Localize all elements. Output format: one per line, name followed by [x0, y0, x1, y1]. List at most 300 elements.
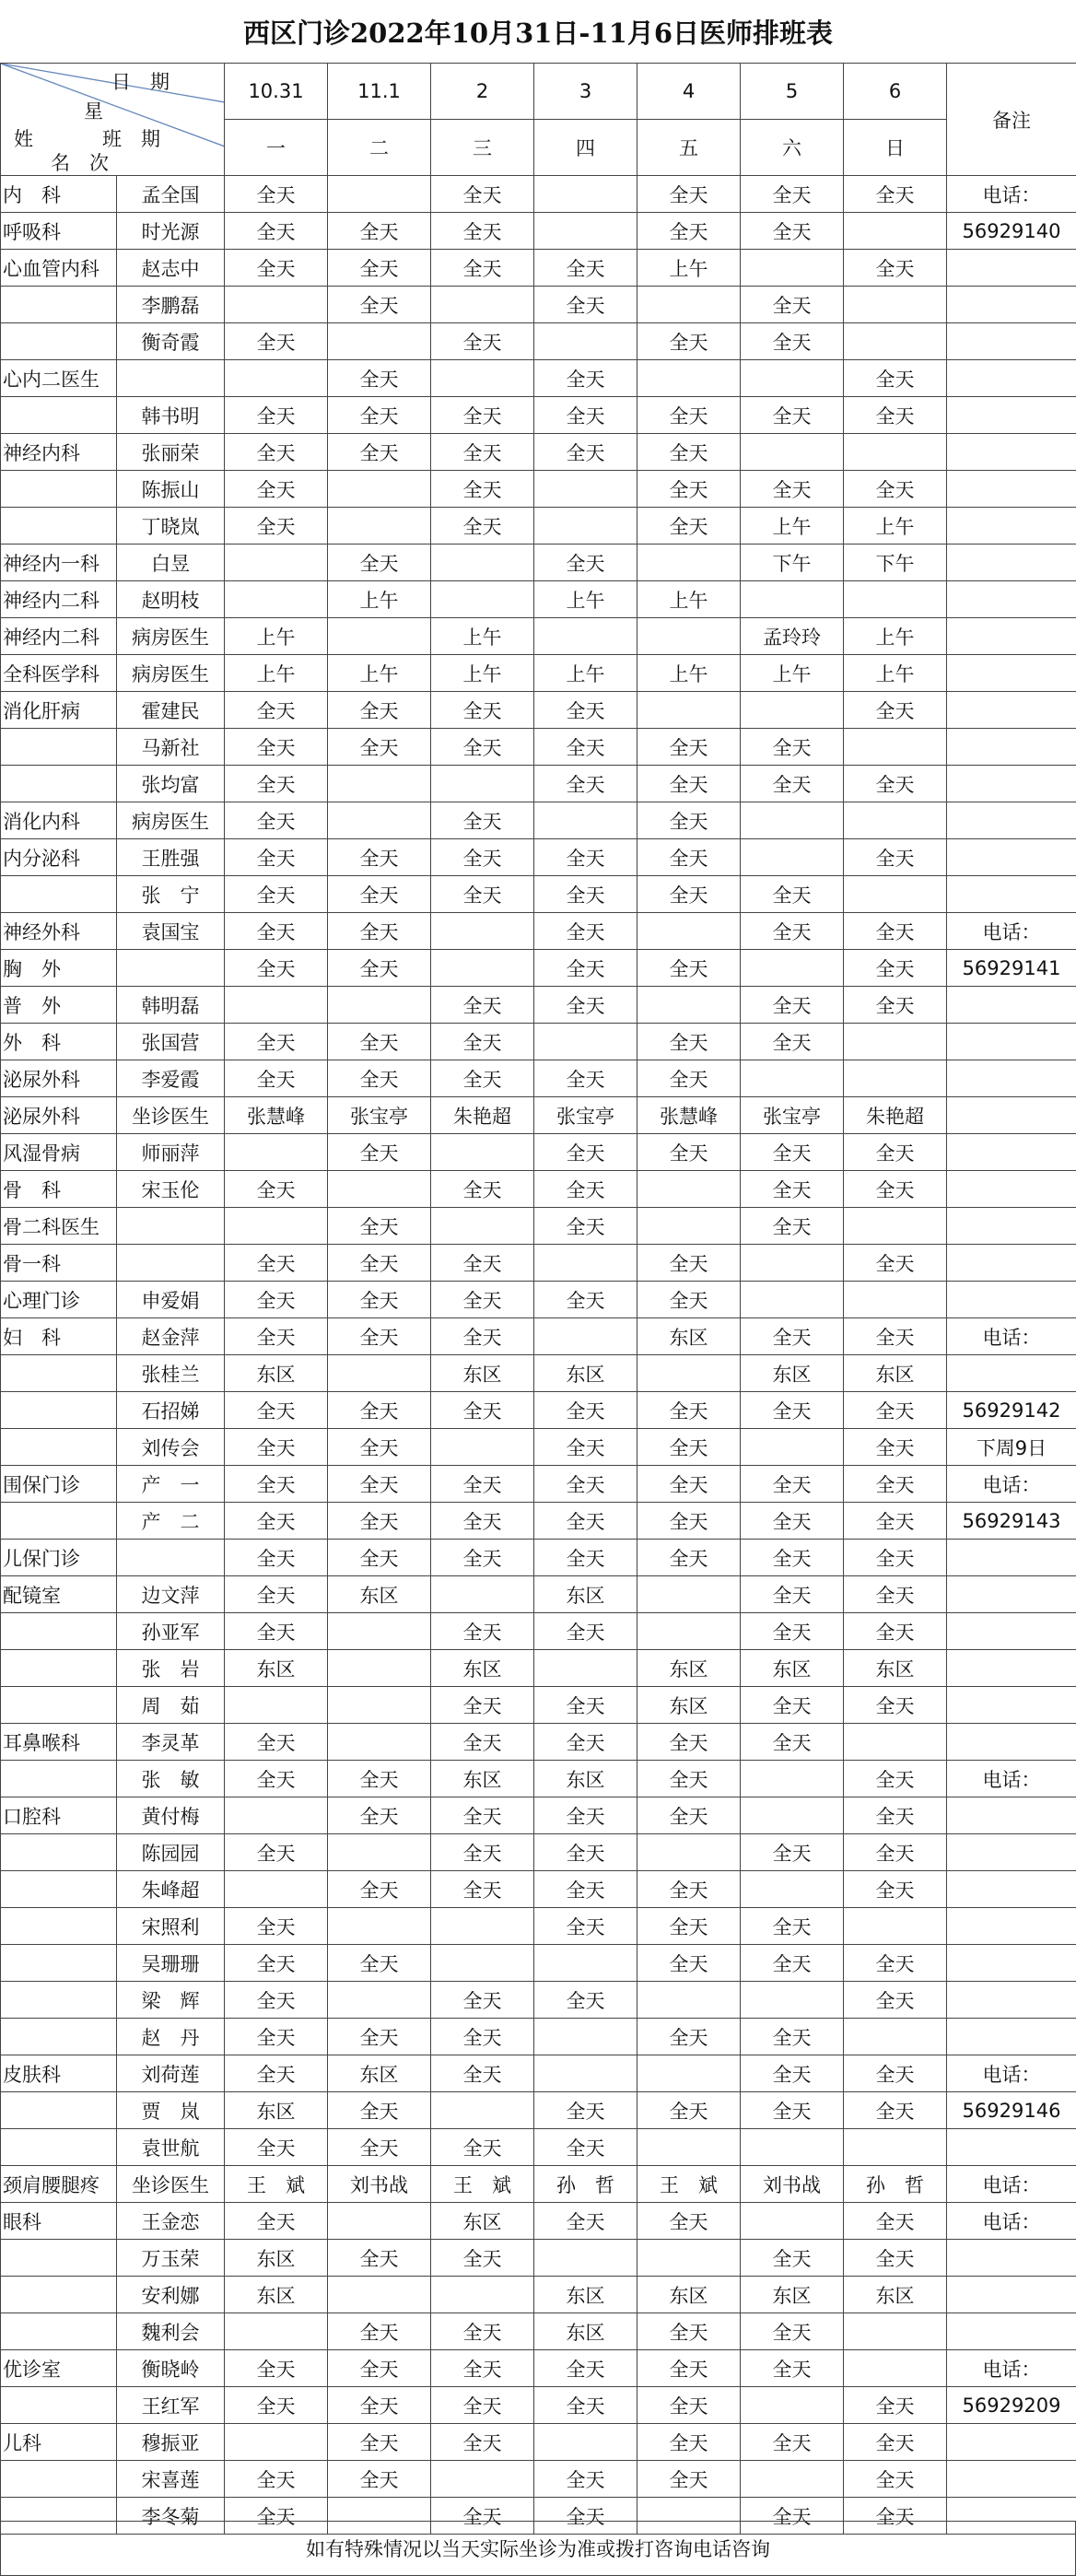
date-header: 4 — [637, 64, 741, 120]
shift-cell: 全天 — [534, 1797, 637, 1834]
shift-cell: 全天 — [431, 250, 534, 287]
doctor-cell: 孙亚军 — [117, 1613, 225, 1650]
shift-cell: 全天 — [431, 1540, 534, 1576]
shift-cell — [844, 2019, 947, 2055]
department-cell — [1, 876, 117, 913]
shift-cell — [534, 2240, 637, 2277]
remark-cell: 电话： — [947, 176, 1076, 213]
shift-cell: 上午 — [225, 655, 328, 692]
schedule-row — [1, 1503, 1076, 1540]
doctor-cell: 黄付梅 — [117, 1797, 225, 1834]
shift-cell: 全天 — [844, 2461, 947, 2498]
shift-cell: 东区 — [741, 1650, 844, 1687]
shift-cell: 全天 — [637, 1282, 741, 1318]
shift-cell: 全天 — [741, 176, 844, 213]
shift-cell: 全天 — [534, 692, 637, 729]
remark-cell — [947, 618, 1076, 655]
shift-cell: 全天 — [637, 1060, 741, 1097]
shift-cell — [431, 950, 534, 987]
shift-cell: 全天 — [328, 839, 431, 876]
shift-cell: 东区 — [328, 2055, 431, 2092]
remark-cell — [947, 2313, 1076, 2350]
department-cell — [1, 2387, 117, 2424]
shift-cell: 全天 — [431, 2055, 534, 2092]
shift-cell: 全天 — [225, 2203, 328, 2240]
shift-cell: 东区 — [637, 2277, 741, 2313]
shift-cell — [534, 323, 637, 360]
shift-cell: 全天 — [534, 1466, 637, 1503]
shift-cell — [328, 1355, 431, 1392]
department-cell — [1, 1945, 117, 1982]
shift-cell: 全天 — [741, 1945, 844, 1982]
shift-cell: 全天 — [637, 397, 741, 434]
shift-cell — [225, 1797, 328, 1834]
doctor-cell: 产 二 — [117, 1503, 225, 1540]
shift-cell: 东区 — [534, 1576, 637, 1613]
shift-cell: 全天 — [637, 508, 741, 544]
remark-cell — [947, 876, 1076, 913]
shift-cell — [431, 913, 534, 950]
shift-cell — [637, 618, 741, 655]
shift-cell: 全天 — [637, 1245, 741, 1282]
shift-cell — [534, 1024, 637, 1060]
remark-cell — [947, 1282, 1076, 1318]
shift-cell: 孟玲玲 — [741, 618, 844, 655]
doctor-cell: 韩明磊 — [117, 987, 225, 1024]
department-cell — [1, 2313, 117, 2350]
doctor-cell: 陈园园 — [117, 1834, 225, 1871]
shift-cell: 全天 — [534, 1503, 637, 1540]
doctor-cell: 张 敏 — [117, 1761, 225, 1797]
doctor-cell: 丁晓岚 — [117, 508, 225, 544]
shift-cell: 东区 — [534, 1355, 637, 1392]
department-cell: 耳鼻喉科 — [1, 1724, 117, 1761]
shift-cell: 全天 — [534, 950, 637, 987]
shift-cell: 朱艳超 — [431, 1097, 534, 1134]
shift-cell: 全天 — [431, 397, 534, 434]
department-cell — [1, 766, 117, 802]
remark-cell: 电话： — [947, 1318, 1076, 1355]
shift-cell: 全天 — [225, 250, 328, 287]
shift-cell: 全天 — [225, 1171, 328, 1208]
doctor-cell — [117, 1208, 225, 1245]
shift-cell: 全天 — [637, 1724, 741, 1761]
shift-cell: 全天 — [225, 802, 328, 839]
shift-cell: 全天 — [431, 1245, 534, 1282]
shift-cell: 张慧峰 — [225, 1097, 328, 1134]
remark-cell — [947, 287, 1076, 323]
corner-date-label: 日 期 — [111, 71, 170, 93]
schedule-row — [1, 1613, 1076, 1650]
shift-cell: 全天 — [328, 213, 431, 250]
schedule-row — [1, 1097, 1076, 1134]
schedule-row — [1, 618, 1076, 655]
shift-cell: 全天 — [328, 950, 431, 987]
doctor-cell: 安利娜 — [117, 2277, 225, 2313]
shift-cell — [225, 1687, 328, 1724]
shift-cell — [431, 766, 534, 802]
shift-cell — [328, 323, 431, 360]
doctor-cell — [117, 950, 225, 987]
shift-cell: 全天 — [225, 1724, 328, 1761]
doctor-cell: 李鹏磊 — [117, 287, 225, 323]
shift-cell: 上午 — [844, 508, 947, 544]
doctor-cell: 万玉荣 — [117, 2240, 225, 2277]
shift-cell — [844, 2350, 947, 2387]
page-title: 西区门诊2022年10月31日-11月6日医师排班表 — [243, 17, 833, 49]
shift-cell — [328, 1982, 431, 2019]
shift-cell — [225, 360, 328, 397]
shift-cell — [741, 950, 844, 987]
shift-cell — [225, 2424, 328, 2461]
shift-cell — [844, 213, 947, 250]
shift-cell: 全天 — [431, 2240, 534, 2277]
shift-cell: 全天 — [741, 1466, 844, 1503]
shift-cell: 全天 — [741, 2240, 844, 2277]
shift-cell — [637, 2240, 741, 2277]
shift-cell — [431, 1208, 534, 1245]
shift-cell — [225, 2313, 328, 2350]
shift-cell: 全天 — [741, 2019, 844, 2055]
shift-cell: 全天 — [637, 876, 741, 913]
shift-cell — [844, 287, 947, 323]
doctor-cell: 吴珊珊 — [117, 1945, 225, 1982]
shift-cell: 上午 — [637, 655, 741, 692]
shift-cell: 全天 — [534, 766, 637, 802]
shift-cell: 全天 — [225, 1540, 328, 1576]
shift-cell: 全天 — [637, 1392, 741, 1429]
shift-cell: 全天 — [637, 2387, 741, 2424]
schedule-row — [1, 655, 1076, 692]
doctor-cell: 赵明枝 — [117, 581, 225, 618]
shift-cell — [328, 508, 431, 544]
schedule-row — [1, 213, 1076, 250]
corner-name-label: 姓 — [14, 128, 33, 150]
shift-cell: 全天 — [637, 1466, 741, 1503]
doctor-cell: 穆振亚 — [117, 2424, 225, 2461]
shift-cell: 全天 — [534, 839, 637, 876]
department-cell — [1, 729, 117, 766]
department-cell — [1, 1834, 117, 1871]
shift-cell — [741, 1245, 844, 1282]
shift-cell — [741, 1761, 844, 1797]
department-cell — [1, 1908, 117, 1945]
shift-cell: 全天 — [844, 1503, 947, 1540]
shift-cell — [741, 1282, 844, 1318]
shift-cell: 东区 — [225, 1355, 328, 1392]
department-cell — [1, 2240, 117, 2277]
doctor-cell: 孟全国 — [117, 176, 225, 213]
remark-cell — [947, 802, 1076, 839]
schedule-row — [1, 766, 1076, 802]
remark-cell — [947, 1871, 1076, 1908]
shift-cell: 全天 — [225, 1024, 328, 1060]
doctor-cell: 产 一 — [117, 1466, 225, 1503]
shift-cell: 全天 — [328, 1761, 431, 1797]
remark-cell — [947, 766, 1076, 802]
shift-cell: 全天 — [844, 360, 947, 397]
shift-cell: 全天 — [431, 1687, 534, 1724]
department-cell: 胸 外 — [1, 950, 117, 987]
shift-cell — [637, 913, 741, 950]
remark-cell — [947, 692, 1076, 729]
schedule-row — [1, 1466, 1076, 1503]
doctor-cell: 周 茹 — [117, 1687, 225, 1724]
remark-cell — [947, 839, 1076, 876]
remark-cell — [947, 2277, 1076, 2313]
shift-cell: 全天 — [225, 1945, 328, 1982]
schedule-row — [1, 2055, 1076, 2092]
shift-cell: 全天 — [844, 1392, 947, 1429]
remark-cell: 电话： — [947, 913, 1076, 950]
shift-cell: 全天 — [637, 2461, 741, 2498]
shift-cell: 全天 — [844, 2424, 947, 2461]
shift-cell: 全天 — [534, 913, 637, 950]
department-cell — [1, 2277, 117, 2313]
remark-cell — [947, 1576, 1076, 1613]
shift-cell: 张慧峰 — [637, 1097, 741, 1134]
date-header: 5 — [741, 64, 844, 120]
remark-cell: 电话： — [947, 1761, 1076, 1797]
department-cell: 消化肝病 — [1, 692, 117, 729]
schedule-row — [1, 544, 1076, 581]
shift-cell: 全天 — [534, 876, 637, 913]
remark-cell — [947, 323, 1076, 360]
department-cell: 外 科 — [1, 1024, 117, 1060]
department-cell — [1, 2129, 117, 2166]
shift-cell — [844, 581, 947, 618]
doctor-cell: 坐诊医生 — [117, 2166, 225, 2203]
department-cell — [1, 1355, 117, 1392]
shift-cell: 全天 — [328, 1208, 431, 1245]
remark-cell — [947, 397, 1076, 434]
date-header: 6 — [844, 64, 947, 120]
shift-cell: 全天 — [844, 1945, 947, 1982]
shift-cell: 全天 — [637, 2019, 741, 2055]
shift-cell: 全天 — [534, 1429, 637, 1466]
shift-cell: 全天 — [431, 876, 534, 913]
shift-cell: 全天 — [741, 2092, 844, 2129]
shift-cell: 全天 — [844, 1797, 947, 1834]
shift-cell: 全天 — [328, 692, 431, 729]
shift-cell — [328, 2277, 431, 2313]
shift-cell: 刘书战 — [741, 2166, 844, 2203]
shift-cell — [637, 360, 741, 397]
shift-cell: 全天 — [328, 2424, 431, 2461]
shift-cell: 全天 — [431, 2129, 534, 2166]
schedule-row — [1, 1982, 1076, 2019]
shift-cell — [534, 1245, 637, 1282]
schedule-row — [1, 1134, 1076, 1171]
shift-cell: 全天 — [225, 1245, 328, 1282]
shift-cell: 全天 — [741, 397, 844, 434]
department-cell — [1, 1982, 117, 2019]
shift-cell: 全天 — [225, 176, 328, 213]
remark-cell — [947, 360, 1076, 397]
header-corner-cell — [1, 64, 225, 176]
shift-cell: 全天 — [431, 323, 534, 360]
shift-cell: 全天 — [431, 1982, 534, 2019]
remark-cell: 电话： — [947, 2350, 1076, 2387]
shift-cell: 上午 — [637, 581, 741, 618]
shift-cell: 全天 — [637, 2350, 741, 2387]
shift-cell — [534, 1945, 637, 1982]
date-header: 3 — [534, 64, 637, 120]
shift-cell — [741, 434, 844, 471]
shift-cell — [741, 1797, 844, 1834]
shift-cell: 东区 — [844, 2277, 947, 2313]
schedule-row — [1, 876, 1076, 913]
shift-cell: 刘书战 — [328, 2166, 431, 2203]
shift-cell — [637, 987, 741, 1024]
shift-cell: 东区 — [637, 1650, 741, 1687]
department-cell: 神经内二科 — [1, 581, 117, 618]
shift-cell: 全天 — [844, 950, 947, 987]
shift-cell — [431, 2461, 534, 2498]
shift-cell: 全天 — [534, 1171, 637, 1208]
remark-cell — [947, 1540, 1076, 1576]
doctor-cell — [117, 360, 225, 397]
doctor-cell: 李爱霞 — [117, 1060, 225, 1097]
shift-cell — [534, 618, 637, 655]
shift-cell: 全天 — [637, 2424, 741, 2461]
weekday-header: 三 — [431, 120, 534, 176]
schedule-row — [1, 1060, 1076, 1097]
shift-cell: 上午 — [534, 655, 637, 692]
shift-cell — [431, 2277, 534, 2313]
schedule-row — [1, 434, 1076, 471]
shift-cell: 全天 — [431, 2387, 534, 2424]
shift-cell: 全天 — [637, 1024, 741, 1060]
shift-cell: 全天 — [534, 1687, 637, 1724]
shift-cell: 全天 — [741, 1613, 844, 1650]
shift-cell: 全天 — [431, 2350, 534, 2387]
doctor-cell: 贾 岚 — [117, 2092, 225, 2129]
shift-cell: 全天 — [534, 1282, 637, 1318]
shift-cell: 全天 — [637, 950, 741, 987]
shift-cell: 全天 — [328, 1318, 431, 1355]
shift-cell — [844, 1908, 947, 1945]
department-cell: 呼吸科 — [1, 213, 117, 250]
shift-cell: 全天 — [534, 1982, 637, 2019]
shift-cell: 全天 — [741, 729, 844, 766]
shift-cell: 全天 — [225, 766, 328, 802]
shift-cell — [328, 2203, 431, 2240]
shift-cell: 全天 — [844, 250, 947, 287]
shift-cell: 全天 — [741, 766, 844, 802]
shift-cell: 全天 — [328, 397, 431, 434]
shift-cell: 东区 — [328, 1576, 431, 1613]
doctor-cell: 张 宁 — [117, 876, 225, 913]
schedule-row — [1, 729, 1076, 766]
shift-cell: 全天 — [844, 397, 947, 434]
shift-cell: 全天 — [844, 1134, 947, 1171]
shift-cell: 全天 — [637, 1503, 741, 1540]
shift-cell — [431, 287, 534, 323]
shift-cell: 全天 — [741, 1392, 844, 1429]
department-cell: 眼科 — [1, 2203, 117, 2240]
shift-cell: 全天 — [741, 876, 844, 913]
remark-cell — [947, 2240, 1076, 2277]
doctor-cell: 宋喜莲 — [117, 2461, 225, 2498]
shift-cell: 全天 — [225, 1318, 328, 1355]
doctor-cell: 宋照利 — [117, 1908, 225, 1945]
shift-cell: 全天 — [741, 2424, 844, 2461]
remark-cell — [947, 434, 1076, 471]
footer-note: 如有特殊情况以当天实际坐诊为准或拨打咨询电话咨询 — [0, 2521, 1076, 2576]
shift-cell: 全天 — [637, 434, 741, 471]
department-cell — [1, 323, 117, 360]
department-cell: 优诊室 — [1, 2350, 117, 2387]
remark-cell: 下周9日 — [947, 1429, 1076, 1466]
shift-cell: 全天 — [637, 1871, 741, 1908]
shift-cell — [741, 250, 844, 287]
shift-cell — [534, 176, 637, 213]
remark-cell — [947, 581, 1076, 618]
weekday-header: 五 — [637, 120, 741, 176]
shift-cell: 全天 — [844, 176, 947, 213]
schedule-row — [1, 471, 1076, 508]
shift-cell: 全天 — [225, 692, 328, 729]
shift-cell: 全天 — [637, 766, 741, 802]
doctor-cell: 张丽荣 — [117, 434, 225, 471]
shift-cell: 全天 — [741, 987, 844, 1024]
schedule-row — [1, 1650, 1076, 1687]
shift-cell: 东区 — [741, 2277, 844, 2313]
doctor-cell: 梁 辉 — [117, 1982, 225, 2019]
shift-cell — [431, 1134, 534, 1171]
shift-cell: 全天 — [534, 1613, 637, 1650]
shift-cell: 全天 — [534, 1208, 637, 1245]
doctor-cell: 袁国宝 — [117, 913, 225, 950]
doctor-cell: 病房医生 — [117, 655, 225, 692]
shift-cell: 全天 — [431, 2313, 534, 2350]
department-cell: 妇 科 — [1, 1318, 117, 1355]
shift-cell: 东区 — [534, 2313, 637, 2350]
doctor-cell: 刘荷莲 — [117, 2055, 225, 2092]
shift-cell: 全天 — [844, 2203, 947, 2240]
shift-cell — [534, 1650, 637, 1687]
department-cell: 神经内二科 — [1, 618, 117, 655]
shift-cell — [328, 1650, 431, 1687]
department-cell: 配镜室 — [1, 1576, 117, 1613]
remark-cell: 56929143 — [947, 1503, 1076, 1540]
shift-cell: 东区 — [431, 1355, 534, 1392]
department-cell: 风湿骨病 — [1, 1134, 117, 1171]
department-cell — [1, 2019, 117, 2055]
shift-cell — [637, 1834, 741, 1871]
date-header: 11.1 — [328, 64, 431, 120]
shift-cell: 全天 — [431, 1282, 534, 1318]
shift-cell: 全天 — [328, 2387, 431, 2424]
schedule-row — [1, 2387, 1076, 2424]
shift-cell: 全天 — [534, 1060, 637, 1097]
remark-cell — [947, 987, 1076, 1024]
shift-cell: 全天 — [431, 1503, 534, 1540]
remark-cell — [947, 729, 1076, 766]
shift-cell: 全天 — [534, 1540, 637, 1576]
doctor-cell: 朱峰超 — [117, 1871, 225, 1908]
shift-cell: 全天 — [534, 1871, 637, 1908]
shift-cell: 全天 — [328, 544, 431, 581]
department-cell — [1, 2461, 117, 2498]
shift-cell: 上午 — [431, 618, 534, 655]
department-cell — [1, 1429, 117, 1466]
shift-cell: 全天 — [534, 360, 637, 397]
doctor-cell: 衡奇霞 — [117, 323, 225, 360]
corner-order-label: 名 次 — [51, 152, 109, 174]
department-cell: 普 外 — [1, 987, 117, 1024]
